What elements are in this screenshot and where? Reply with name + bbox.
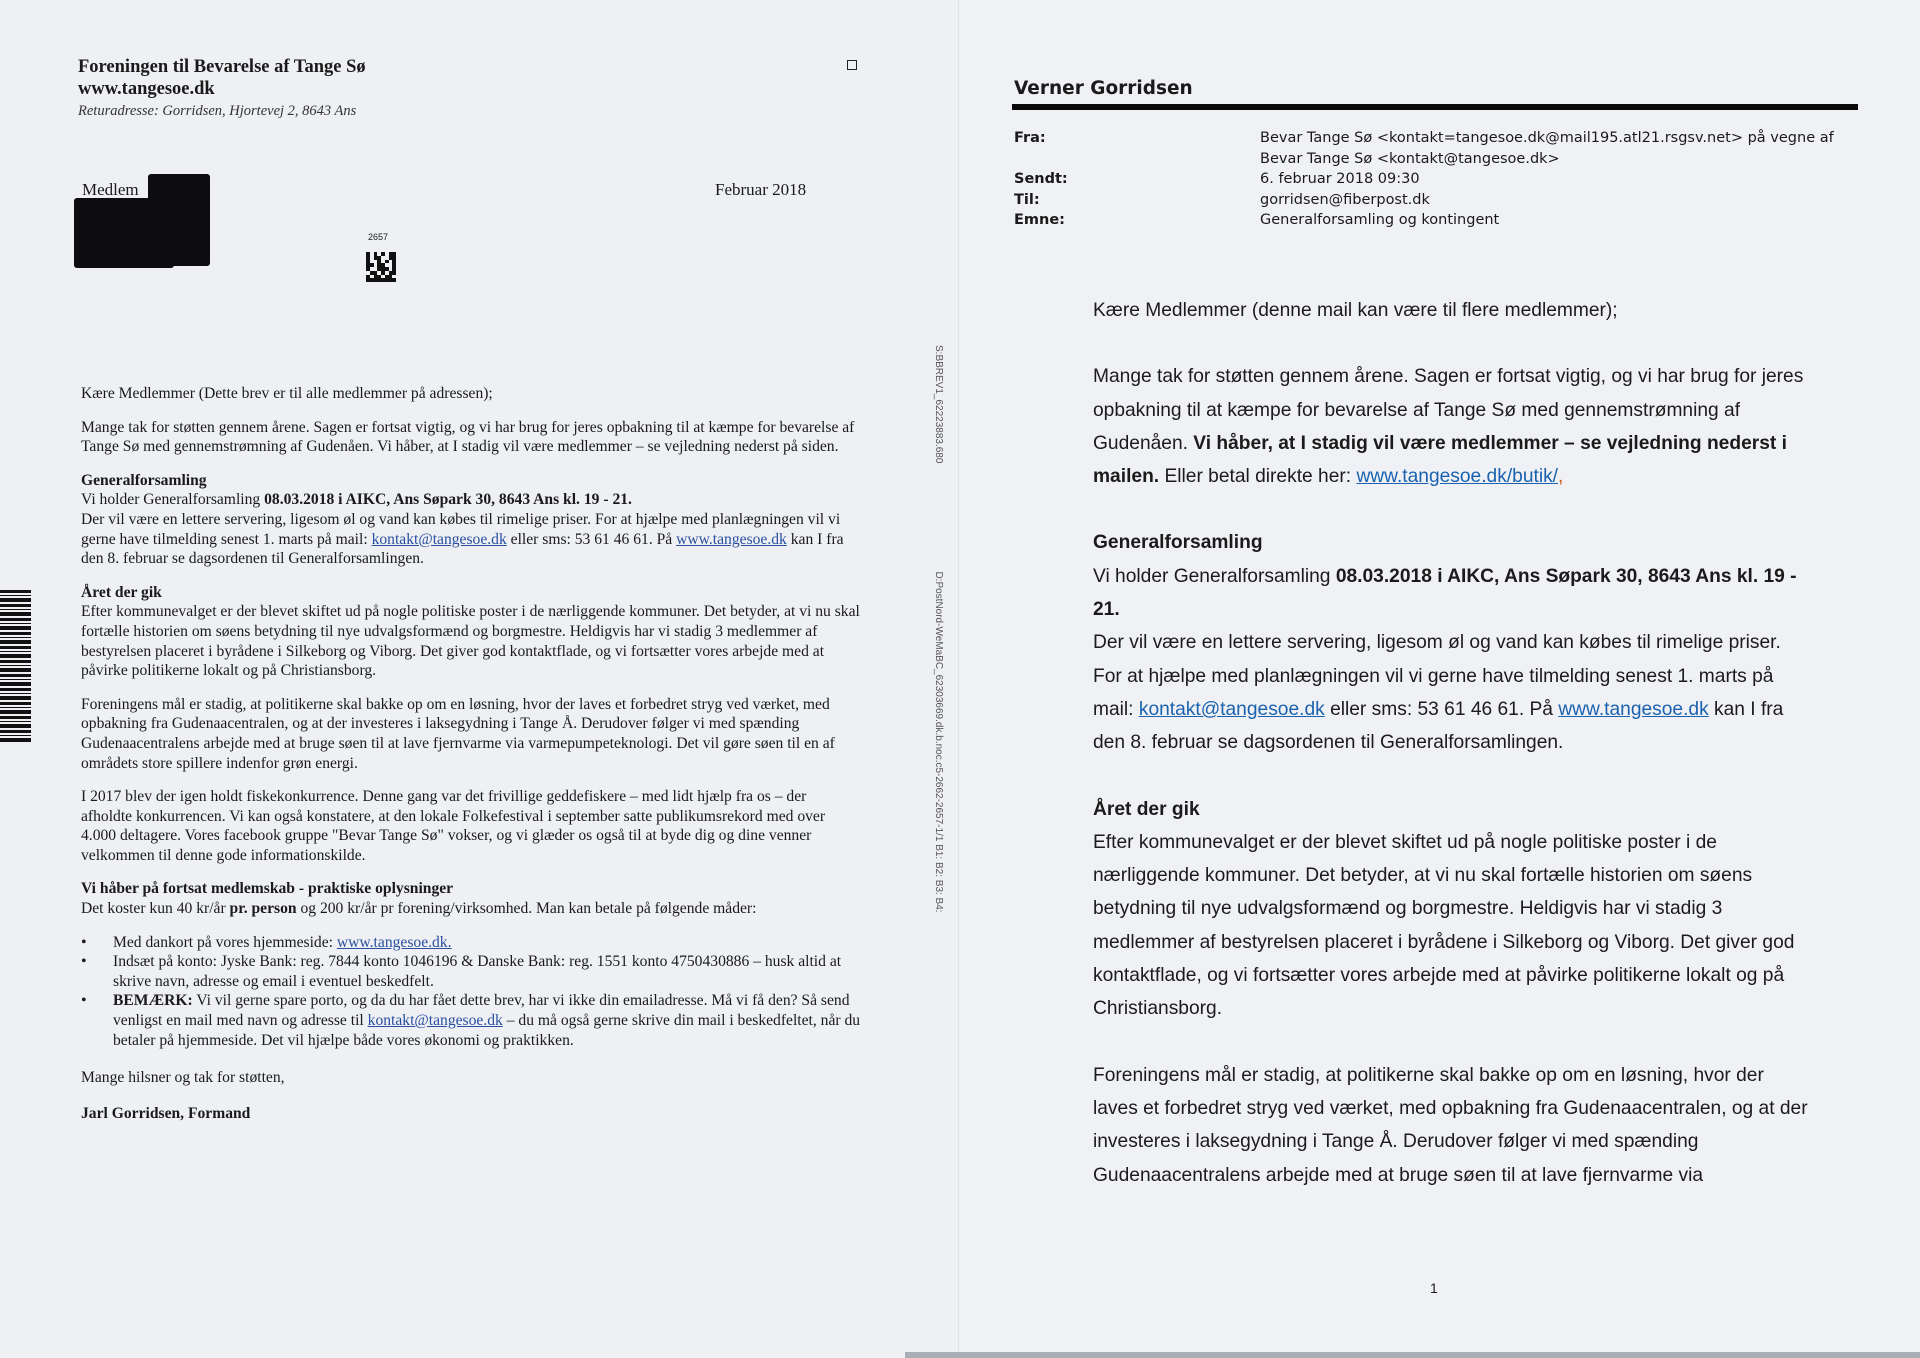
header-from: Fra: Bevar Tange Sø <kontakt=tangesoe.dk@mail195.atl21.rsgsv.net> på vegne af Bevar Tange Sø <kontakt@tangesoe.dk> xyxy=(1014,130,1834,167)
meeting-details: 08.03.2018 i AIKC, Ans Søpark 30, 8643 Ans kl. 19 - 21. xyxy=(1093,565,1797,621)
page-shadow xyxy=(905,1352,1920,1358)
header-sent: Sendt: 6. februar 2018 09:30 xyxy=(1014,171,1420,187)
letter-membership-heading: Vi håber på fortsat medlemskab - praktiske oplysninger xyxy=(81,880,454,898)
list-item: • Med dankort på vores hjemmeside: www.tangesoe.dk. xyxy=(113,933,861,953)
recipient-label: Medlem xyxy=(82,180,139,199)
letter-events-text: I 2017 blev der igen holdt fiskekonkurrence. Denne gang var det frivillige geddefiskere – med lidt hjælp fra os – der afholdte konkurrencen. Vi kan også konstatere, at den lokale Folkefestival i september satte publikumsrekord med over 4.000 deltagere. Vores facebook gruppe "Bevar Tange Sø" vokser, og vi glæder os også til at byde dig og dine venner velkommen til denne gode informationskilde. xyxy=(81,788,826,864)
shop-link[interactable]: www.tangesoe.dk/butik/ xyxy=(1356,466,1559,488)
email-link[interactable]: kontakt@tangesoe.dk xyxy=(371,530,507,548)
org-website: www.tangesoe.dk xyxy=(78,79,215,99)
list-item: • BEMÆRK: Vi vil gerne spare porto, og da du har fået dette brev, har vi ikke din emailadresse. Må vi få den? Så send venligst en mail med navn og adresse til kontakt@tangesoe.dk – du må også gerne skrive din mail i beskedfeltet, når du betaler på hjemmeside. Det vil hjælpe både vores økonomi og praktikken. xyxy=(113,991,861,1050)
payment-options-list xyxy=(81,933,861,1051)
letter-intro: Mange tak for støtten gennem årene. Sagen er fortsat vigtig, og vi har brug for jeres opbakning til at kæmpe for bevarelse af Tange Sø med gennemstrømning af Gudenåen. Vi håber, at I stadig vil være medlemmer – se vejledning nederst på siden. xyxy=(81,418,855,456)
letter-gf-section: Vi holder Generalforsamling 08.03.2018 i AIKC, Ans Søpark 30, 8643 Ans kl. 19 - 21. Der vil være en lettere servering, ligesom øl og vand kan købes til rimelige priser. For at hjælpe med planlægningen vil vi gerne have tilmelding senest 1. marts på mail: kontakt@tangesoe.dk eller sms: 53 61 46 61. På www.tangesoe.dk kan I fra den 8. februar se dagsordenen til Generalforsamlingen. xyxy=(81,491,844,568)
letter-goal-text: Foreningens mål er stadig, at politikerne skal bakke op om en løsning, hvor der laves et forbedret stryg ved værket, med opbakning fra Gudenaacentralen, og at der investeres i laksegydning i Tange Å. Derudover følger vi med spænding Gudenaacentralens arbejde med at bruge søen til at lave fjernvarme via varmepumpeteknologi. Det vil gøre søen til en af områdets store spillere indenfor grøn energi. xyxy=(81,695,835,772)
code-number: 2657 xyxy=(368,232,389,242)
email-year-heading: Året der gik xyxy=(1093,798,1200,820)
closing: Mange hilsner og tak for støtten, xyxy=(81,1069,285,1087)
page-number: 1 xyxy=(1430,1280,1438,1296)
meeting-details: 08.03.2018 i AIKC, Ans Søpark 30, 8643 Ans kl. 19 - 21. xyxy=(264,491,632,509)
email-gf-section: Vi holder Generalforsamling 08.03.2018 i AIKC, Ans Søpark 30, 8643 Ans kl. 19 - 21. Der vil være en lettere servering, ligesom øl og vand kan købes til rimelige priser. For at hjælpe med planlægningen vil vi gerne have tilmelding senest 1. marts på mail: kontakt@tangesoe.dk eller sms: 53 61 46 61. På www.tangesoe.dk kan I fra den 8. februar se dagsordenen til Generalforsamlingen. xyxy=(1093,565,1797,754)
letter-greeting: Kære Medlemmer (Dette brev er til alle medlemmer på adressen); xyxy=(81,385,493,402)
corner-square-icon xyxy=(847,60,857,70)
email-body xyxy=(1093,294,1813,1192)
datamatrix-code-icon xyxy=(366,252,396,282)
website-link[interactable]: www.tangesoe.dk. xyxy=(336,933,452,951)
email-goal-text: Foreningens mål er stadig, at politikerne skal bakke op om en løsning, hvor der laves et forbedret stryg ved værket, med opbakning fra Gudenaacentralen, og at der investeres i laksegydning i Tange Å. Derudover følger vi med spænding Gudenaacentralens arbejde med at bruge søen til at lave fjernvarme via xyxy=(1093,1064,1808,1186)
letter-body xyxy=(81,384,861,1137)
letter-year-heading: Året der gik xyxy=(81,583,162,601)
letter-date: Februar 2018 xyxy=(715,180,807,199)
letter-year-text: Efter kommunevalget er der blevet skiftet ud på nogle politiske poster i de nærliggende kommuner. Det betyder, at vi nu skal fortælle historien om søens betydning til nye udvalgsformænd og borgmestre. Heldigvis har vi stadig 3 medlemmer af bestyrelsen placeret i byrådene i Silkeborg og Viborg. Det giver god kontaktflade, og vi fortsætter vores arbejde med at påvirke politikerne lokalt og på Christiansborg. xyxy=(81,603,860,680)
email-link[interactable]: kontakt@tangesoe.dk xyxy=(367,1012,503,1030)
email-intro: Mange tak for støtten gennem årene. Sagen er fortsat vigtig, og vi har brug for jeres opbakning til at kæmpe for bevarelse af Tange Sø med gennemstrømning af Gudenåen. Vi håber, at I stadig vil være medlemmer – se vejledning nederst i mailen. Eller betal direkte her: www.tangesoe.dk/butik/, xyxy=(1093,366,1804,488)
page-divider xyxy=(958,0,959,1358)
email-gf-heading: Generalforsamling xyxy=(1093,532,1263,554)
barcode-icon xyxy=(0,590,31,742)
header-subject: Emne: Generalforsamling og kontingent xyxy=(1014,212,1500,228)
return-address: Returadresse: Gorridsen, Hjortevej 2, 8643 Ans xyxy=(78,103,357,119)
website-link[interactable]: www.tangesoe.dk xyxy=(676,530,787,548)
org-name: Foreningen til Bevarelse af Tange Sø xyxy=(78,57,366,77)
email-headers xyxy=(1014,128,1870,231)
header-rule xyxy=(1012,104,1858,110)
letterhead xyxy=(78,56,366,122)
email-year-text: Efter kommunevalget er der blevet skiftet ud på nogle politiske poster i de nærliggende kommuner. Det betyder, at vi nu skal fortælle historien om søens betydning til nye udvalgsformænd og borgmestre. Heldigvis har vi stadig 3 medlemmer af bestyrelsen placeret i byrådene i Silkeborg og Viborg. Det giver god kontaktflade, og vi fortsætter vores arbejde med at påvirke politikerne lokalt og på Christiansborg. xyxy=(1093,831,1795,1020)
email-link[interactable]: kontakt@tangesoe.dk xyxy=(1138,698,1325,720)
list-item: • Indsæt på konto: Jyske Bank: reg. 7844 konto 1046196 & Danske Bank: reg. 1551 konto 4750430886 – husk altid at skrive navn, adresse og email i eventuel beskedfelt. xyxy=(113,952,861,991)
postal-tracking-strip: S:BBREV1_62223883.680D:PostNord-WeMaBC_62303669.dk.b.noc.c5-2662-2657-1/1 B1: B2: B3: B4: xyxy=(933,345,944,913)
signature: Jarl Gorridsen, Formand xyxy=(81,1104,251,1122)
letter-membership-text: Det koster kun 40 kr/år pr. person og 200 kr/år pr forening/virksomhed. Man kan betale på følgende måder: xyxy=(81,900,757,918)
mailbox-owner-name: Verner Gorridsen xyxy=(1014,78,1193,99)
header-to: Til: gorridsen@fiberpost.dk xyxy=(1014,191,1430,208)
email-greeting: Kære Medlemmer (denne mail kan være til flere medlemmer); xyxy=(1093,300,1618,321)
website-link[interactable]: www.tangesoe.dk xyxy=(1558,698,1709,720)
letter-gf-heading: Generalforsamling xyxy=(81,471,207,489)
